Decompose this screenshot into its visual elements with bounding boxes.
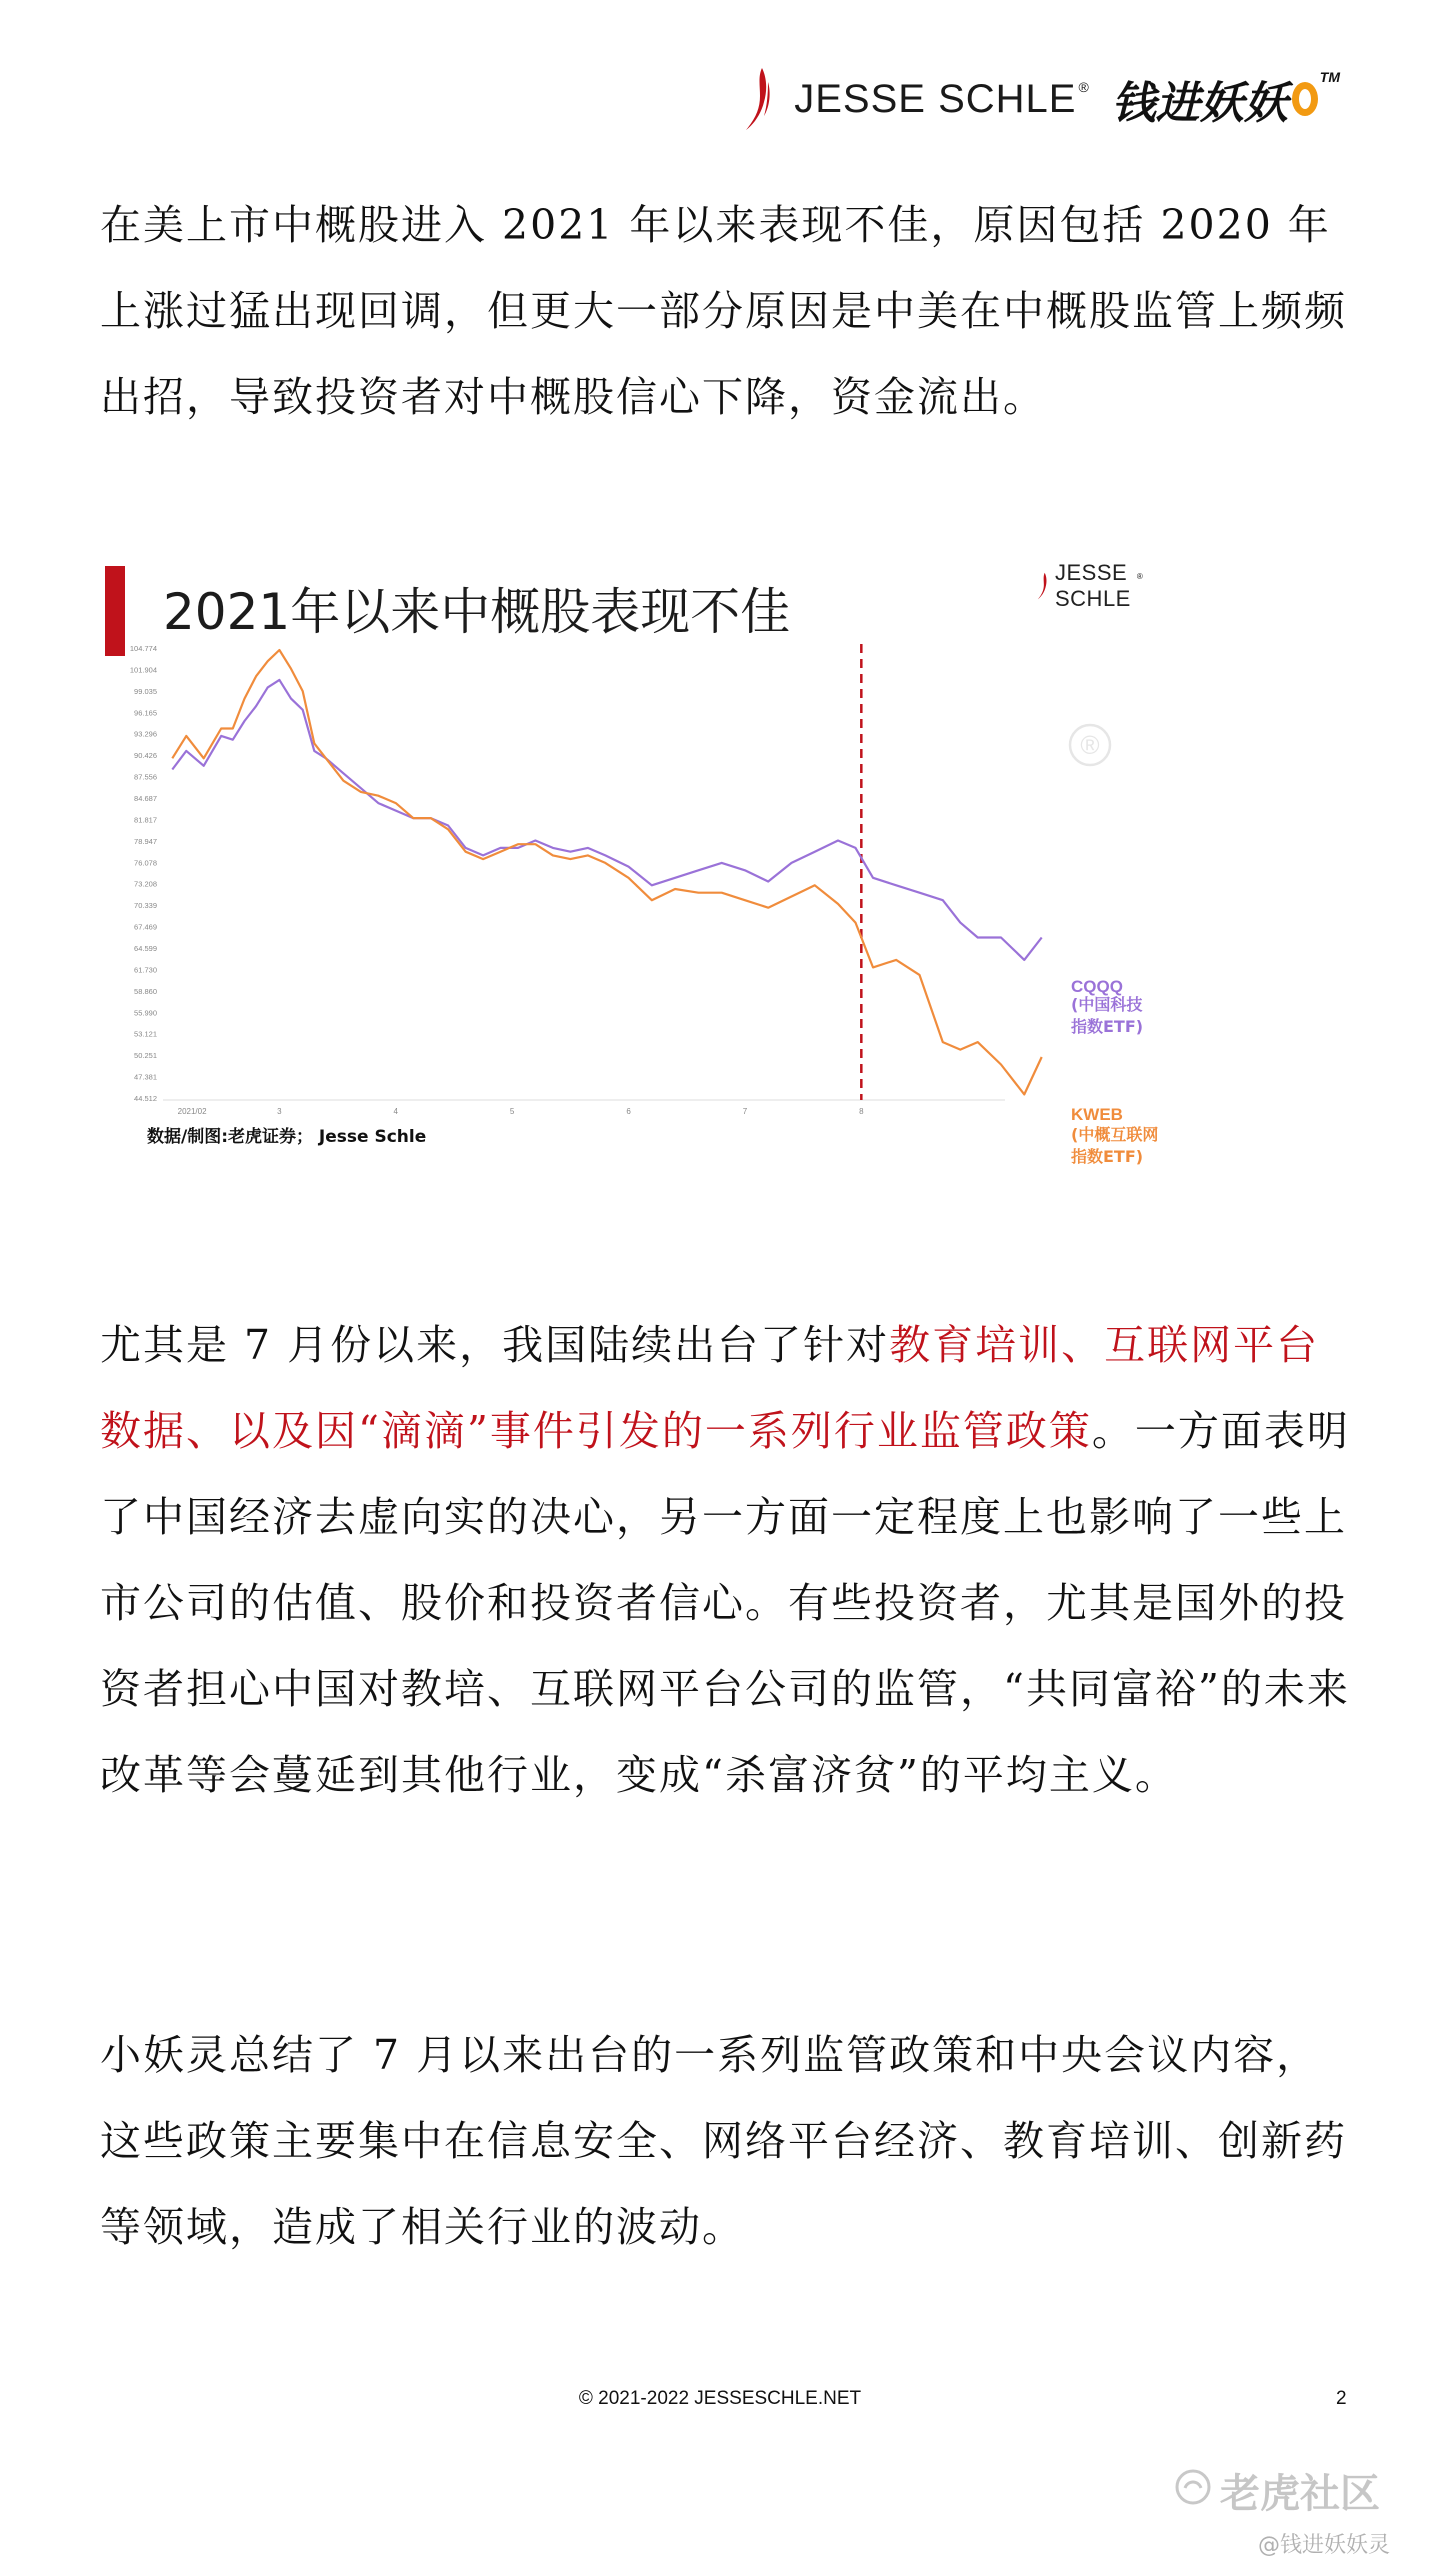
y-tick-label: 104.774 bbox=[129, 644, 157, 653]
y-tick-label: 70.339 bbox=[134, 901, 157, 911]
chart-brand-name: JESSE SCHLE bbox=[1055, 560, 1131, 611]
y-tick-label: 44.512 bbox=[134, 1094, 157, 1103]
y-tick-label: 53.121 bbox=[134, 1029, 157, 1039]
paragraph-regulation bbox=[100, 1302, 1350, 1818]
y-tick-label: 87.556 bbox=[134, 772, 157, 782]
y-tick-label: 81.817 bbox=[134, 815, 157, 825]
y-tick-label: 50.251 bbox=[134, 1051, 157, 1061]
y-tick-label: 76.078 bbox=[134, 858, 157, 868]
y-tick-label: 78.947 bbox=[134, 836, 157, 846]
footer-copyright: © 2021-2022 JESSESCHLE.NET bbox=[578, 2388, 862, 2409]
y-tick-label: 93.296 bbox=[134, 729, 157, 739]
tiger-community-icon bbox=[1174, 2468, 1212, 2506]
chart-title: 2021年以来中概股表现不佳 bbox=[163, 583, 791, 641]
legend-desc2-kweb: 指数ETF) bbox=[1071, 1147, 1144, 1166]
y-tick-label: 96.165 bbox=[134, 708, 157, 718]
paragraph-regulation-body: 。一方面表明了中国经济去虚向实的决心，另一方面一定程度上也影响了一些上市公司的估值、股价和投资者信心。有些投资者，尤其是国外的投资者担心中国对教培、互联网平台公司的监管，“共同富裕”的未来改革等会蔓延到其他行业，变成“杀富济贫”的平均主义。 bbox=[100, 1407, 1350, 1799]
y-tick-label: 90.426 bbox=[134, 751, 157, 761]
brand-chinese-name: 钱进妖妖 TM bbox=[1111, 69, 1340, 129]
brand-trademark: TM bbox=[1319, 69, 1340, 85]
registered-watermark: ® bbox=[1080, 730, 1100, 760]
paragraph-intro: 在美上市中概股进入 2021 年以来表现不佳，原因包括 2020 年上涨过猛出现回调，但更大一部分原因是中美在中概股监管上频频出招，导致投资者对中概股信心下降，资金流出。 bbox=[100, 201, 1347, 421]
page-number: 2 bbox=[1336, 2388, 1347, 2409]
legend-desc2-cqqq: 指数ETF) bbox=[1071, 1017, 1144, 1036]
y-tick-label: 47.381 bbox=[134, 1072, 157, 1082]
watermark-author: @钱进妖妖灵 bbox=[1258, 2533, 1391, 2558]
chart-brand-reg: ® bbox=[1136, 571, 1143, 581]
legend-desc-kweb: (中概互联网 bbox=[1071, 1125, 1159, 1144]
legend-desc-cqqq: (中国科技 bbox=[1071, 995, 1143, 1014]
x-tick-label: 2021/02 bbox=[177, 1107, 207, 1116]
x-tick-label: 5 bbox=[509, 1107, 515, 1116]
brand-name: JESSE SCHLE ® bbox=[794, 76, 1090, 121]
y-tick-label: 58.860 bbox=[134, 986, 157, 996]
header-logo bbox=[744, 64, 1340, 134]
paragraph-summary: 小妖灵总结了 7 月以来出台的一系列监管政策和中央会议内容，这些政策主要集中在信息安全、网络平台经济、教育培训、创新药等领域，造成了相关行业的波动。 bbox=[100, 2031, 1347, 2251]
x-tick-label: 8 bbox=[859, 1107, 864, 1116]
highlighted-policy-text: 教育培训、互联网平台数据、以及因“滴滴”事件引发的一系列行业监管政策 bbox=[100, 1321, 1320, 1455]
y-tick-label: 64.599 bbox=[134, 944, 157, 953]
chart-source-note: 数据/制图:老虎证券； Jesse Schle bbox=[147, 1127, 427, 1147]
x-tick-label: 7 bbox=[742, 1107, 748, 1116]
y-tick-label: 61.730 bbox=[134, 965, 157, 975]
y-tick-label: 55.990 bbox=[134, 1008, 157, 1018]
chart-brand-logo bbox=[1037, 560, 1143, 612]
series-line-kweb bbox=[172, 650, 1041, 1094]
paragraph-regulation-lead: 尤其是 7 月份以来，我国陆续出台了针对 bbox=[100, 1321, 890, 1369]
legend-code-cqqq: CQQQ bbox=[1071, 977, 1123, 996]
y-tick-label: 73.208 bbox=[134, 879, 157, 889]
brand-mark-icon bbox=[744, 66, 772, 132]
chart-figure bbox=[105, 560, 1159, 1166]
x-tick-label: 3 bbox=[277, 1107, 282, 1116]
x-tick-label: 4 bbox=[393, 1107, 399, 1116]
x-tick-label: 6 bbox=[626, 1107, 631, 1116]
y-tick-label: 101.904 bbox=[129, 665, 157, 675]
chart-brand-mark-icon bbox=[1037, 568, 1049, 604]
y-tick-label: 84.687 bbox=[134, 794, 157, 803]
watermark-community: 老虎社区 bbox=[1220, 2471, 1380, 2517]
y-tick-label: 67.469 bbox=[134, 922, 157, 932]
legend-code-kweb: KWEB bbox=[1071, 1105, 1123, 1124]
y-tick-label: 99.035 bbox=[134, 686, 157, 696]
series-line-cqqq bbox=[172, 680, 1041, 960]
brand-registered-mark: ® bbox=[1078, 78, 1090, 95]
brand-coin-icon bbox=[1292, 82, 1318, 116]
